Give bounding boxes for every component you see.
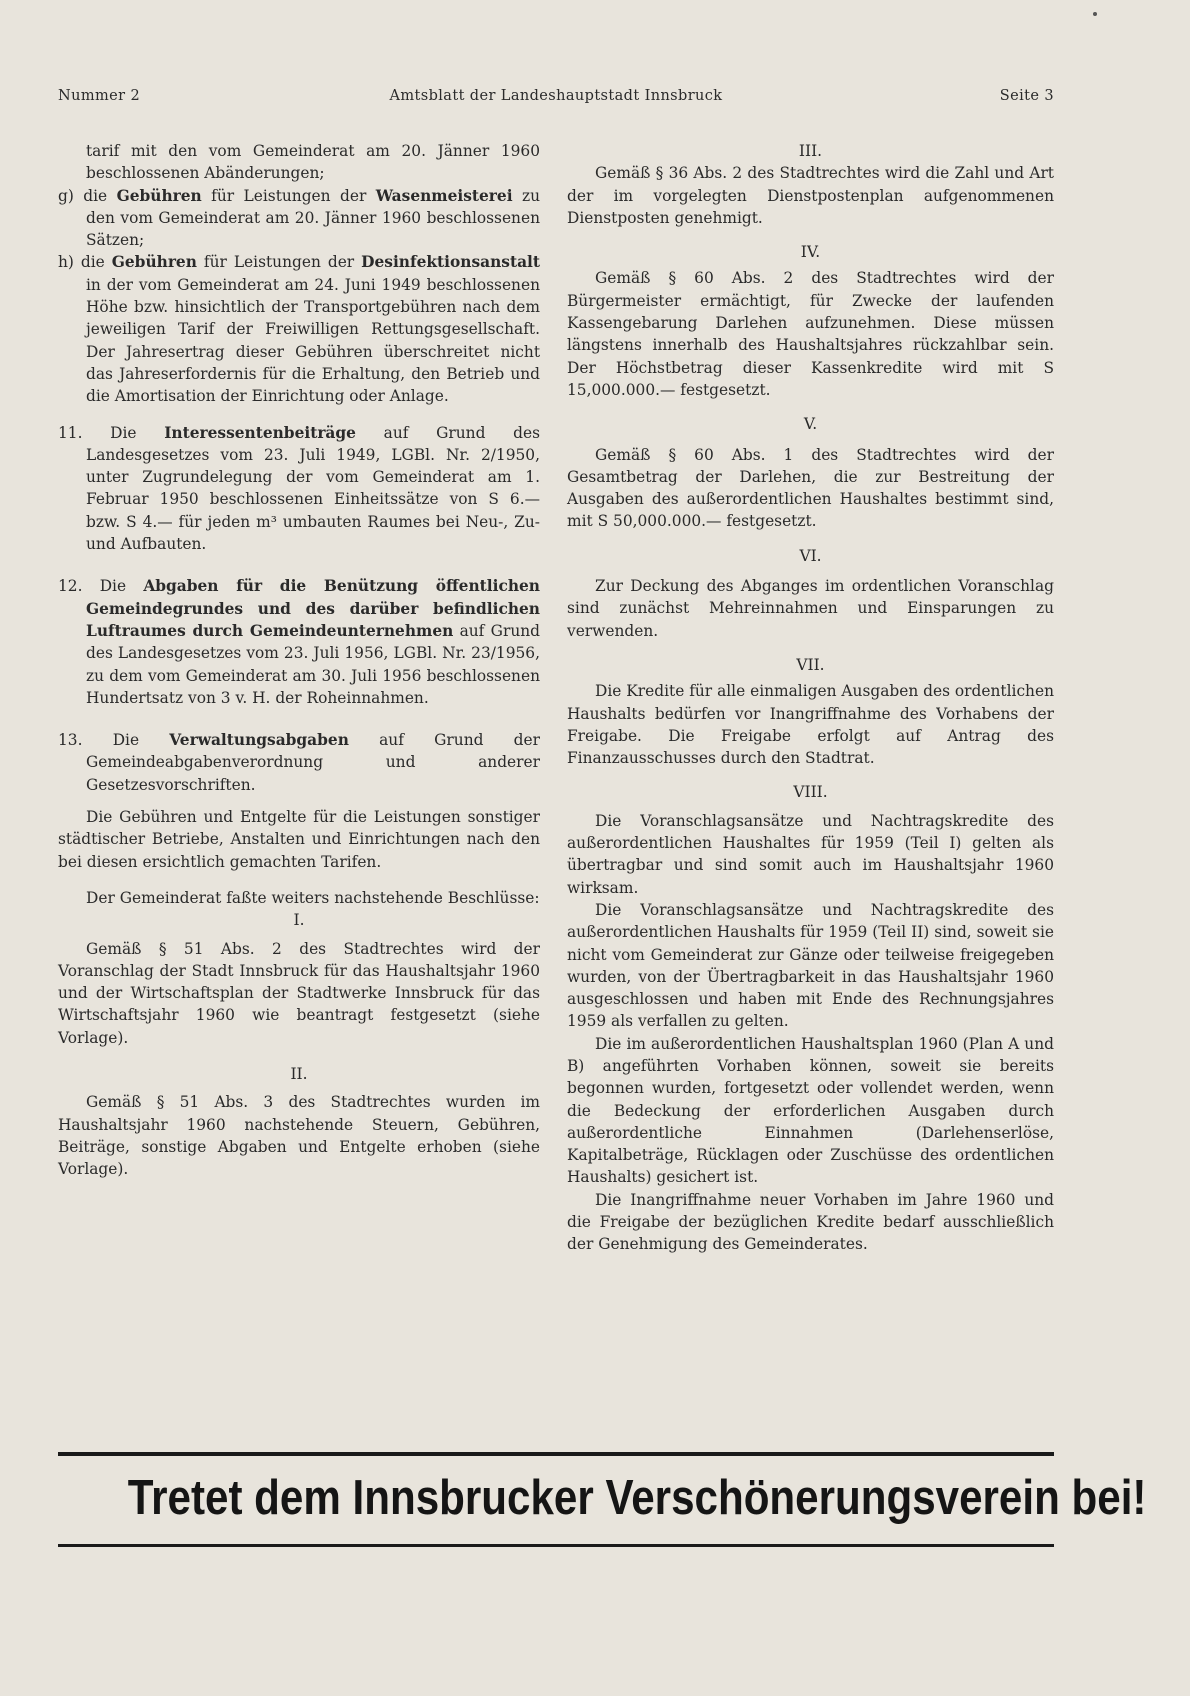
item-g: g) die Gebühren für Leistungen der Wasenmeisterei zu den vom Gemeinderat am 20. Jänner 1960 beschlossenen Sätzen; bbox=[58, 186, 540, 250]
item-h: h) die Gebühren für Leistungen der Desinfektionsanstalt in der vom Gemeinderat am 24. Juni 1949 beschlossenen Höhe bzw. hinsichtlich der Transportgebühren nach dem jeweiligen Tarif der Freiwilligen Rettungsgesellschaft. Der Jahresertrag dieser Gebühren überschreitet nicht das Jahreserfordernis für die Erhaltung, den Betrieb und die Amortisation der Einrichtung oder Anlage. bbox=[58, 253, 540, 406]
right-column bbox=[567, 140, 1054, 1256]
paragraph-vi: Zur Deckung des Abganges im ordentlichen Voranschlag sind zunächst Mehreinnahmen und Einsparungen zu verwenden. bbox=[567, 577, 1054, 640]
section-heading-vi: VI. bbox=[799, 546, 822, 565]
paragraph-tarif-cont: tarif mit den vom Gemeinderat am 20. Jänner 1960 beschlossenen Abänderungen; bbox=[86, 142, 540, 183]
item-13: 13. Die Verwaltungsabgaben auf Grund der Gemeindeabgabenverordnung und anderer Gesetzesvorschriften. bbox=[58, 731, 540, 794]
paragraph-viii-a: Die Voranschlagsansätze und Nachtragskredite des außerordentlichen Haushaltes für 1959 (Teil I) gelten als übertragbar und sind somit auch im Haushaltsjahr 1960 wirksam. bbox=[567, 811, 1054, 897]
paragraph-iii: Gemäß § 36 Abs. 2 des Stadtrechtes wird die Zahl und Art der im vorgelegten Dienstpostenplan aufgenommenen Dienstposten genehmigt. bbox=[567, 164, 1054, 227]
item-11: 11. Die Interessentenbeiträge auf Grund des Landesgesetzes vom 23. Juli 1949, LGBl. Nr. 2/1950, unter Zugrundelegung der vom Gemeinderat am 1. Februar 1950 beschlossenen Einheitssätze von S 6.— bzw. S 4.— für jeden m³ umbauten Raumes bei Neu-, Zu- und Aufbauten. bbox=[58, 423, 540, 554]
paragraph-beschluesse: Der Gemeinderat faßte weiters nachstehende Beschlüsse: bbox=[86, 888, 540, 907]
section-heading-iv: IV. bbox=[800, 243, 821, 262]
section-heading-iii: III. bbox=[798, 142, 823, 160]
paragraph-gebuehren: Die Gebühren und Entgelte für die Leistungen sonstiger städtischer Betriebe, Anstalten und Einrichtungen nach den bei diesen ersichtlich gemachten Tarifen. bbox=[58, 808, 540, 871]
banner-bottom-rule bbox=[58, 1544, 1054, 1547]
paragraph-v: Gemäß § 60 Abs. 1 des Stadtrechtes wird der Gesamtbetrag der Darlehen, die zur Bestreitung der Ausgaben des außerordentlichen Haushaltes bestimmt sind, mit S 50,000.000.— festgesetzt. bbox=[567, 445, 1054, 531]
section-heading-ii: II. bbox=[290, 1064, 308, 1083]
paragraph-viii-b: Die Voranschlagsansätze und Nachtragskredite des außerordentlichen Haushalts für 1959 (Teil II) sind, soweit sie nicht vom Gemeinderat zur Gänze oder teilweise freigegeben wurden, von der Übertragbarkeit in das Haushaltsjahr 1960 ausgeschlossen und haben mit Ende des Rechnungsjahres 1959 als verfallen zu gelten. bbox=[567, 900, 1054, 1031]
page-header bbox=[58, 88, 1054, 110]
paragraph-ii: Gemäß § 51 Abs. 3 des Stadtrechtes wurden im Haushaltsjahr 1960 nachstehende Steuern, Gebühren, Beiträge, sonstige Abgaben und Entgelte erhoben (siehe Vorlage). bbox=[58, 1093, 540, 1179]
paragraph-iv: Gemäß § 60 Abs. 2 des Stadtrechtes wird der Bürgermeister ermächtigt, für Zwecke der laufenden Kassengebarung Darlehen aufzunehmen. Diese müssen längstens innerhalb des Haushaltsjahres rückzahlbar sein. Der Höchstbetrag dieser Kassenkredite wird mit S 15,000.000.— festgesetzt. bbox=[567, 269, 1054, 399]
banner-slogan: Tretet dem Innsbrucker Verschönerungsverein bei! bbox=[127, 1471, 1147, 1525]
section-heading-viii: VIII. bbox=[793, 783, 828, 802]
section-heading-vii: VII. bbox=[796, 655, 825, 674]
section-heading-i: I. bbox=[293, 911, 305, 930]
section-heading-v: V. bbox=[803, 415, 818, 434]
paragraph-viii-d: Die Inangriffnahme neuer Vorhaben im Jahre 1960 und die Freigabe der bezüglichen Kredite bedarf ausschließlich der Genehmigung des Gemeinderates. bbox=[567, 1190, 1054, 1254]
issue-number: Nummer 2 bbox=[58, 88, 141, 104]
left-column bbox=[58, 140, 540, 1180]
publication-title: Amtsblatt der Landeshauptstadt Innsbruck bbox=[389, 88, 723, 104]
paragraph-i: Gemäß § 51 Abs. 2 des Stadtrechtes wird der Voranschlag der Stadt Innsbruck für das Haushaltsjahr 1960 und der Wirtschaftsplan der Stadtwerke Innsbruck für das Wirtschaftsjahr 1960 wie beantragt festgesetzt (siehe Vorlage). bbox=[58, 939, 540, 1047]
page-number: Seite 3 bbox=[999, 88, 1054, 104]
item-12: 12. Die Abgaben für die Benützung öffentlichen Gemeindegrundes und des darüber befindlichen Luftraumes durch Gemeindeunternehmen auf Grund des Landesgesetzes vom 23. Juli 1956, LGBl. Nr. 23/1956, zu dem vom Gemeinderat am 30. Juli 1956 beschlossenen Hundertsatz von 3 v. H. der Roheinnahmen. bbox=[58, 577, 540, 707]
paragraph-vii: Die Kredite für alle einmaligen Ausgaben des ordentlichen Haushalts bedürfen vor Inangriffnahme des Vorhabens der Freigabe. Die Freigabe erfolgt auf Antrag des Finanzausschusses durch den Stadtrat. bbox=[567, 682, 1054, 768]
paragraph-viii-c: Die im außerordentlichen Haushaltsplan 1960 (Plan A und B) angeführten Vorhaben können, soweit sie bereits begonnen wurden, fortgesetzt oder vollendet werden, wenn die Bedeckung der erforderlichen Ausgaben durch außerordentliche Einnahmen (Darlehenserlöse, Kapitalbeträge, Rücklagen oder Zuschüsse des ordentlichen Haushalts) gesichert ist. bbox=[567, 1034, 1054, 1187]
speck-mark bbox=[1093, 12, 1097, 16]
